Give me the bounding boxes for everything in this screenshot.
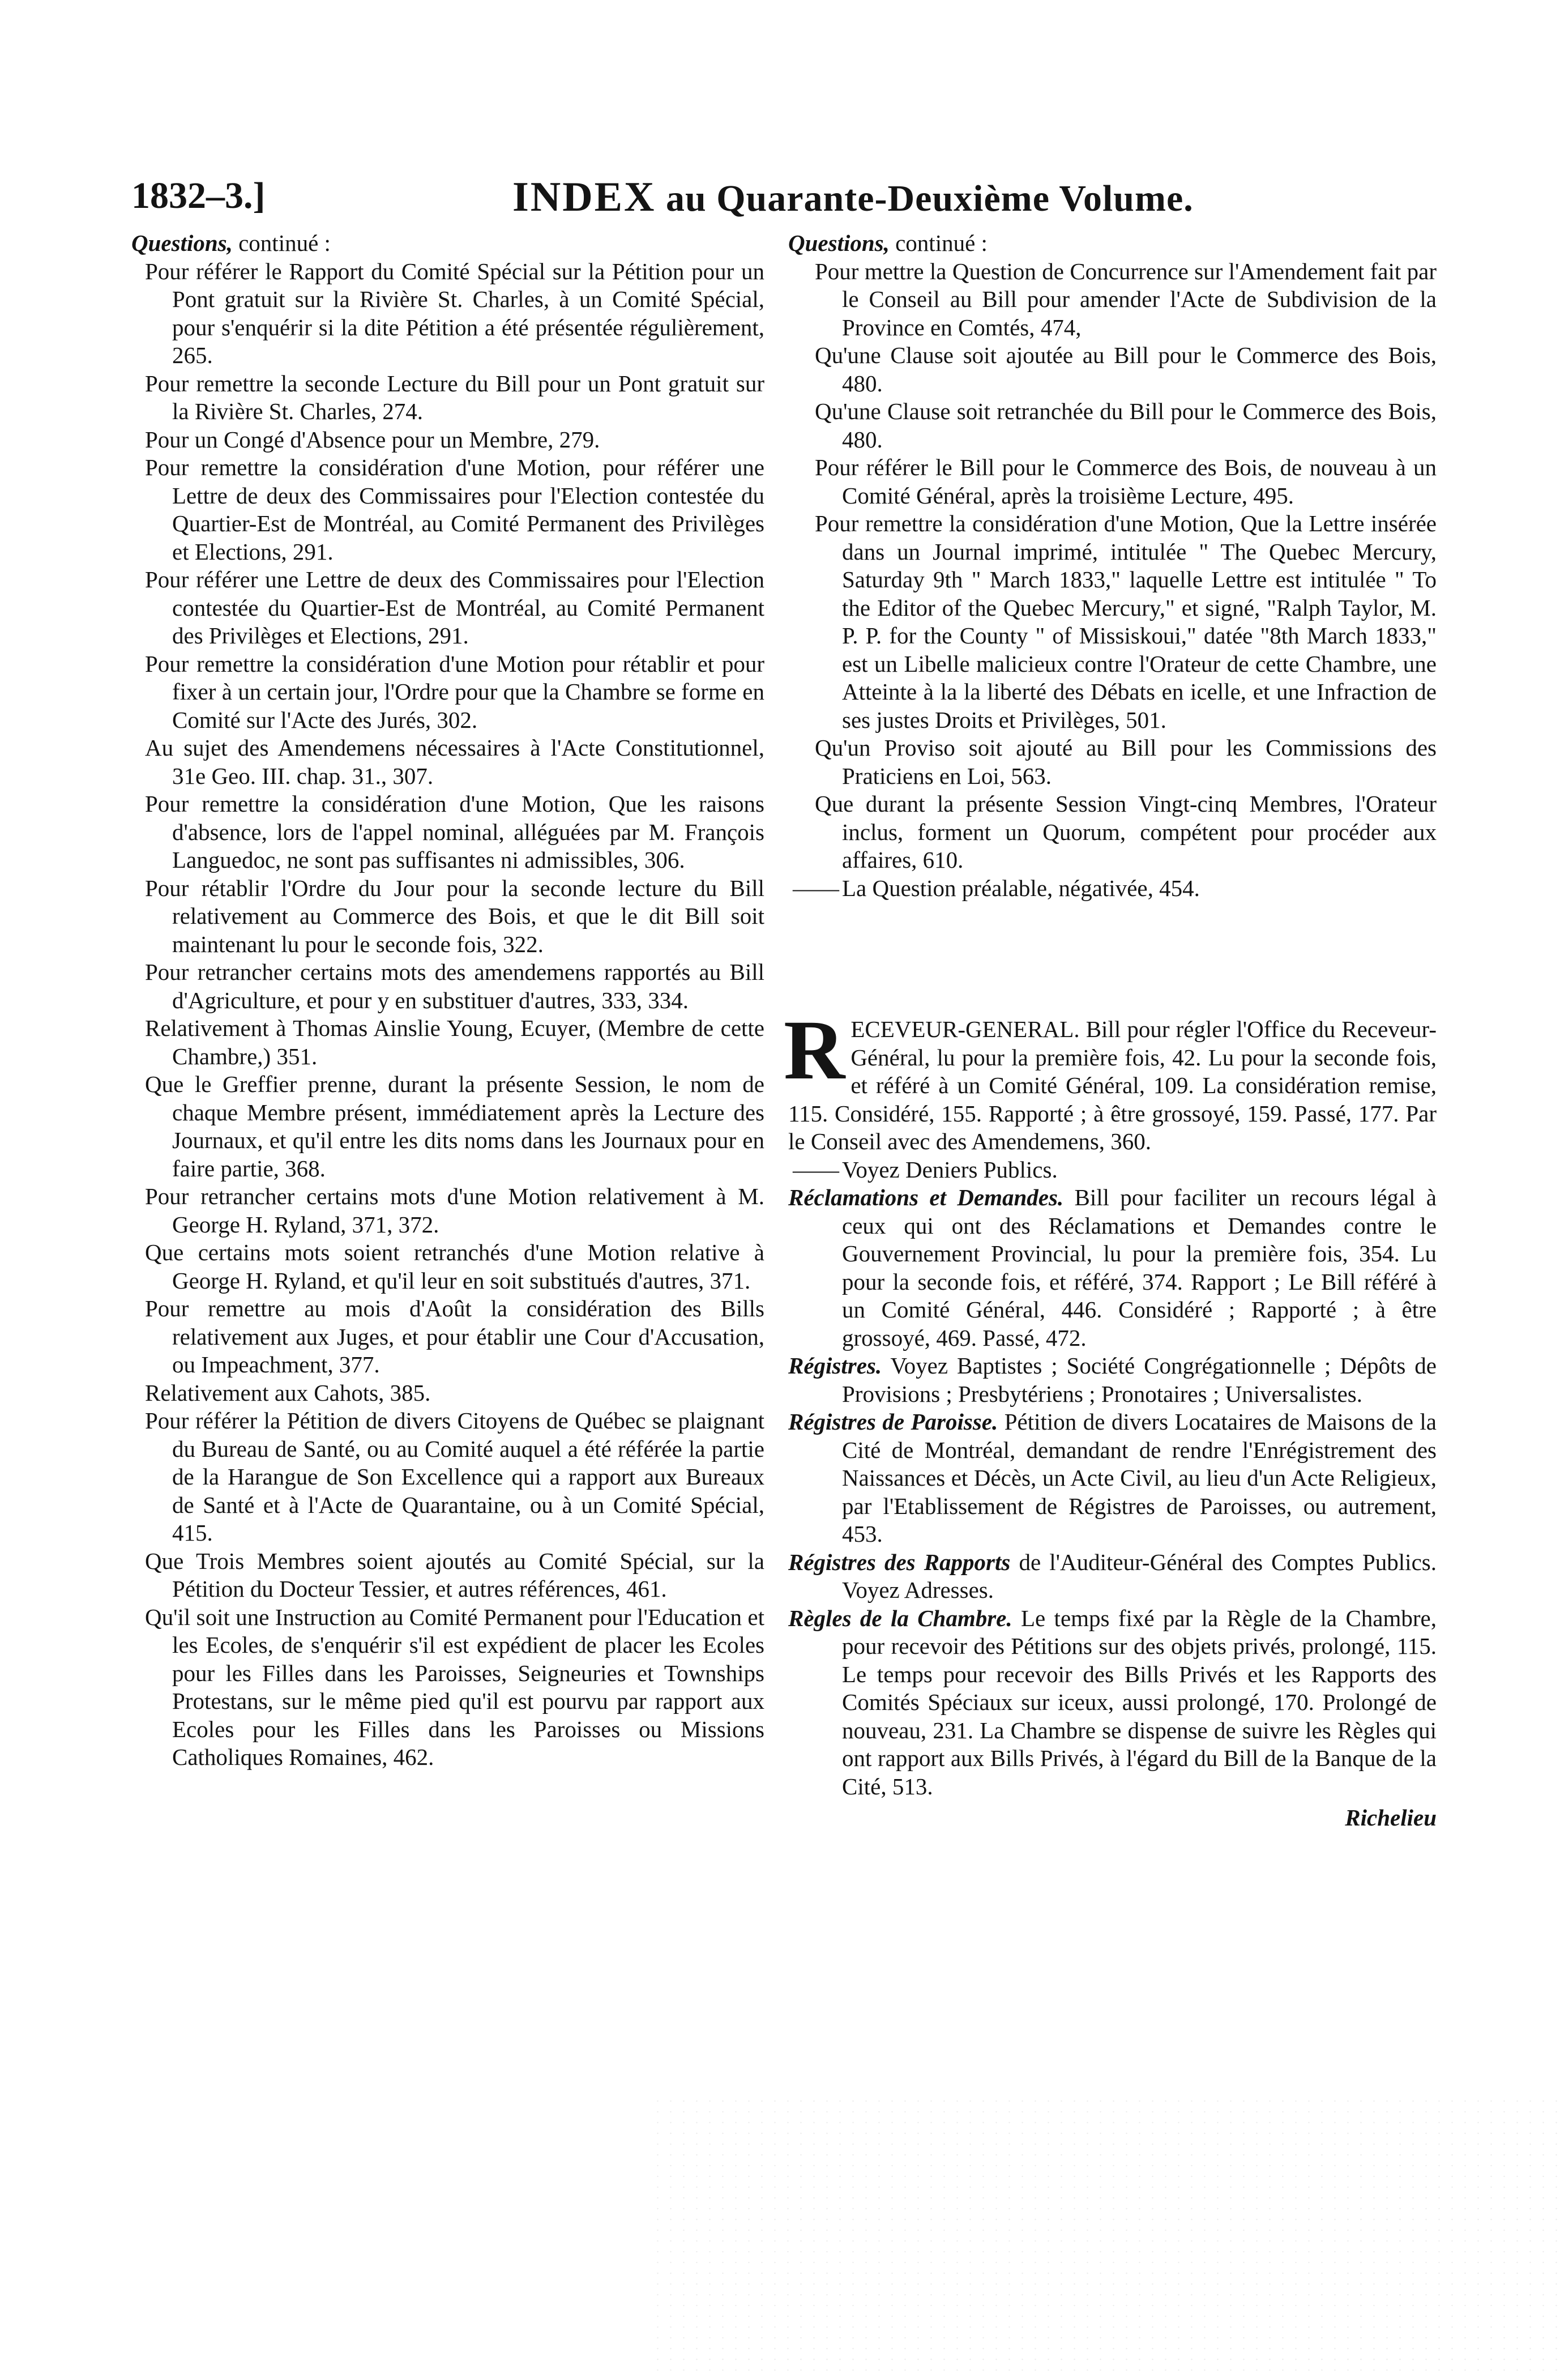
- section-gap: [788, 902, 1437, 1016]
- right-heading-word: Questions,: [788, 230, 890, 256]
- left-column: [131, 229, 764, 1772]
- receveur-voyez: Voyez Deniers Publics.: [842, 1156, 1058, 1183]
- list-item: Que durant la présente Session Vingt-cinq Membres, l'Orateur inclus, forment un Quorum, compétent pour procéder aux affaires, 610.: [815, 791, 1437, 873]
- dash-list-item: [788, 1156, 1437, 1184]
- index-entry: [788, 1549, 1437, 1605]
- list-item: Pour référer une Lettre de deux des Commissaires pour l'Election contestée du Quartier-Est de Montréal, au Comité Permanent des Privilèges et Elections, 291.: [145, 566, 764, 649]
- title-index-word: INDEX: [512, 174, 656, 220]
- page-year: 1832–3.]: [131, 175, 266, 216]
- dash-list-item: [788, 875, 1437, 903]
- catchword: Richelieu: [1345, 1805, 1437, 1831]
- list-item: Qu'il soit une Instruction au Comité Permanent pour l'Education et les Ecoles, de s'enquérir s'il est expédient de placer les Ecoles pour les Filles dans les Paroisses, Seigneuries et Townships Protestans, sur le même pied qu'il est pourvu par rapport aux Ecoles pour les Filles dans les Paroisses ou Missions Catholiques Romaines, 462.: [145, 1603, 764, 1770]
- entry-label: Régistres des Rapports: [788, 1549, 1011, 1575]
- left-heading: [131, 229, 764, 258]
- list-item: Pour remettre la considération d'une Motion, Que les raisons d'absence, lors de l'appel nominal, alléguées par M. François Languedoc, ne sont pas suffisantes ni admissibles, 306.: [145, 791, 764, 873]
- title-rest: au Quarante-Deuxième Volume.: [665, 178, 1194, 219]
- list-item: Qu'une Clause soit retranchée du Bill pour le Commerce des Bois, 480.: [815, 398, 1437, 453]
- drop-cap-letter: R: [784, 1003, 845, 1097]
- list-item: Relativement à Thomas Ainslie Young, Ecuyer, (Membre de cette Chambre,) 351.: [145, 1015, 764, 1069]
- list-item: Pour un Congé d'Absence pour un Membre, 279.: [145, 426, 600, 453]
- list-item: Pour remettre la considération d'une Motion, pour référer une Lettre de deux des Commissaires pour l'Election contestée du Quartier-Est de Montréal, au Comité Permanent des Privilèges et Elections, 291.: [145, 454, 764, 565]
- index-entry: [788, 1408, 1437, 1549]
- entry-text: Pétition de divers Locataires de Maisons de la Cité de Montréal, demandant de rendre l'Enrégistrement des Naissances et Décès, un Acte Civil, au lieu d'un Acte Religieux, par l'Etablissement de Régistres de Paroisses, ou autrement, 453.: [842, 1409, 1437, 1547]
- list-item: Pour remettre la considération d'une Motion pour rétablir et pour fixer à un certain jour, l'Ordre pour que la Chambre se forme en Comité sur l'Acte des Jurés, 302.: [145, 650, 764, 733]
- list-item: Au sujet des Amendemens nécessaires à l'Acte Constitutionnel, 31e Geo. III. chap. 31., 307.: [145, 735, 764, 789]
- list-item: Pour remettre au mois d'Août la considération des Bills relativement aux Juges, et pour établir une Cour d'Accusation, ou Impeachment, 377.: [145, 1295, 764, 1377]
- entry-text: Bill pour faciliter un recours légal à ceux qui ont des Réclamations et Demandes contre le Gouvernement Provincial, lu pour la première fois, 354. Lu pour la seconde fois, et référé, 374. Rapport ; Le Bill référé à un Comité Général, 446. Considéré ; Rapporté ; à être grossoyé, 469. Passé, 472.: [842, 1184, 1437, 1351]
- entry-label: Réclamations et Demandes.: [788, 1184, 1064, 1210]
- list-item: Relativement aux Cahots, 385.: [145, 1379, 431, 1406]
- list-item: Qu'un Proviso soit ajouté au Bill pour les Commissions des Praticiens en Loi, 563.: [815, 735, 1437, 789]
- list-item: Pour retrancher certains mots d'une Motion relativement à M. George H. Ryland, 371, 372.: [145, 1183, 764, 1238]
- list-item: Pour remettre la seconde Lecture du Bill pour un Pont gratuit sur la Rivière St. Charles, 274.: [145, 370, 764, 424]
- left-heading-word: Questions,: [131, 230, 233, 256]
- index-entry: [788, 1605, 1437, 1801]
- page-title: [512, 173, 1194, 221]
- list-item: Que le Greffier prenne, durant la présente Session, le nom de chaque Membre présent, immédiatement après la Lecture des Journaux, et qu'il entre les dits noms dans les Journaux pour en faire partie, 368.: [145, 1071, 764, 1182]
- entry-label: Régistres de Paroisse.: [788, 1409, 998, 1435]
- list-item: Que certains mots soient retranchés d'une Motion relative à George H. Ryland, et qu'il leur en soit substitués d'autres, 371.: [145, 1239, 764, 1294]
- list-item: Pour remettre la considération d'une Motion, Que la Lettre insérée dans un Journal imprimé, intitulée " The Quebec Mercury, Saturday 9th " March 1833," laquelle Lettre est intitulée " To the Editor of the Quebec Mercury," et signé, "Ralph Taylor, M. P. P. for the County " of Missiskoui," datée "8th March 1833," est un Libelle malicieux contre l'Orateur de cette Chambre, une Atteinte à la la liberté des Débats en icelle, et une Infraction de ses justes Droits et Privilèges, 501.: [815, 510, 1437, 733]
- list-item: Pour référer le Rapport du Comité Spécial sur la Pétition pour un Pont gratuit sur la Rivière St. Charles, à un Comité Spécial, pour s'enquérir si la dite Pétition a été présentée régulièrement, 265.: [145, 258, 764, 368]
- entry-text: Le temps fixé par la Règle de la Chambre, pour recevoir des Pétitions sur des objets privés, prolongé, 115. Le temps pour recevoir des Bills Privés et les Rapports des Comités Spéciaux sur iceux, aussi prolongé, 170. Prolongé de nouveau, 231. La Chambre se dispense de suivre les Règles qui ont rapport aux Bills Privés, à l'égard du Bill de la Banque de la Cité, 513.: [842, 1605, 1437, 1799]
- entry-text: Voyez Baptistes ; Société Congrégationnelle ; Dépôts de Provisions ; Presbytériens ; Pronotaires ; Universalistes.: [842, 1353, 1437, 1407]
- entry-label: Règles de la Chambre.: [788, 1605, 1012, 1631]
- list-item: Pour retrancher certains mots des amendemens rapportés au Bill d'Agriculture, et pour y en substituer d'autres, 333, 334.: [145, 959, 764, 1013]
- entry-text: de l'Auditeur-Général des Comptes Publics. Voyez Adresses.: [842, 1549, 1437, 1603]
- em-dash: ——: [793, 875, 839, 901]
- list-item: Pour référer le Bill pour le Commerce des Bois, de nouveau à un Comité Général, après la troisième Lecture, 495.: [815, 454, 1437, 509]
- em-dash: ——: [793, 1156, 839, 1183]
- list-item: Pour mettre la Question de Concurrence sur l'Amendement fait par le Conseil au Bill pour amender l'Acte de Subdivision de la Province en Comtés, 474,: [815, 258, 1437, 340]
- right-column: [784, 229, 1437, 1832]
- list-item: Que Trois Membres soient ajoutés au Comité Spécial, sur la Pétition du Docteur Tessier, et autres références, 461.: [145, 1547, 764, 1602]
- receveur-general-entry: [784, 1003, 1437, 1156]
- index-entry: [788, 1184, 1437, 1352]
- entry-label: Régistres.: [788, 1353, 882, 1379]
- right-heading: [788, 229, 1437, 258]
- list-item: Pour référer la Pétition de divers Citoyens de Québec se plaignant du Bureau de Santé, ou au Comité auquel a été référée la partie de la Harangue de Son Excellence qui a rapport aux Bureaux de Santé et à l'Acte de Quarantaine, ou à un Comité Spécial, 415.: [145, 1407, 764, 1546]
- left-heading-cont: continué :: [238, 230, 331, 256]
- paper-grain: [651, 2096, 1557, 2379]
- receveur-text: ECEVEUR-GENERAL. Bill pour régler l'Office du Receveur-Général, lu pour la première fois, 42. Lu pour la seconde fois, et référé à un Comité Général, 109. La considération remise, 115. Considéré, 155. Rapporté ; à être grossoyé, 159. Passé, 177. Par le Conseil avec des Amendemens, 360.: [788, 1016, 1437, 1154]
- dash-entry-text: La Question préalable, négativée, 454.: [842, 875, 1200, 901]
- list-item: Pour rétablir l'Ordre du Jour pour la seconde lecture du Bill relativement au Commerce des Bois, et que le dit Bill soit maintenant lu pour le seconde fois, 322.: [145, 875, 764, 957]
- list-item: Qu'une Clause soit ajoutée au Bill pour le Commerce des Bois, 480.: [815, 342, 1437, 396]
- right-heading-cont: continué :: [895, 230, 988, 256]
- index-entry: [788, 1352, 1437, 1408]
